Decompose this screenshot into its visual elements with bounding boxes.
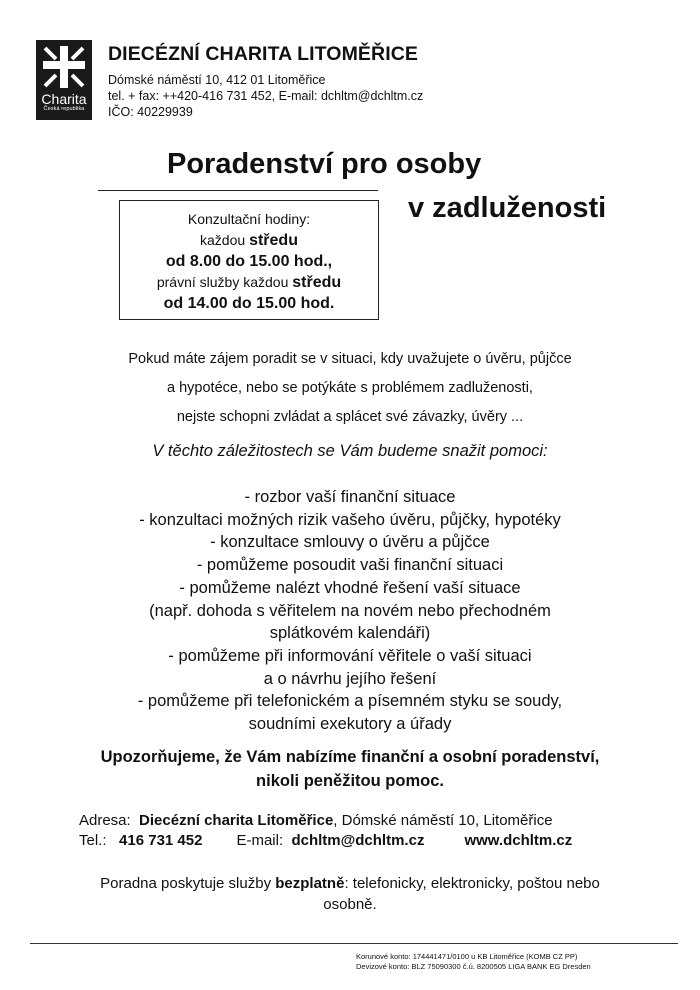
intro-line: nejste schopni zvládat a splácet své závazky, úvěry ...: [176, 409, 524, 425]
list-item: - pomůžeme při telefonickém a písemném styku se soudy,: [137, 692, 563, 711]
help-heading: V těchto záležitostech se Vám budeme snažit pomoci:: [152, 442, 548, 460]
list-item: - pomůžeme posoudit vaši finanční situaci: [196, 556, 504, 575]
hours-day-prefix: každou: [200, 232, 250, 248]
free-prefix: Poradna poskytuje služby: [100, 875, 276, 892]
services-list: [0, 486, 700, 736]
list-item: - pomůžeme při informování věřitele o vaší situaci: [168, 646, 532, 665]
free-bold: bezplatně: [275, 875, 345, 892]
free-line-1: [0, 873, 700, 894]
charita-cross-icon: [41, 44, 87, 90]
legal-day-prefix: právní služby každou: [156, 274, 293, 290]
legal-day: [120, 272, 378, 293]
warning-line: nikoli peněžitou pomoc.: [256, 772, 444, 790]
page-title-line1: Poradenství pro osoby: [167, 148, 482, 180]
intro-line: Pokud máte zájem poradit se v situaci, kdy uvažujete o úvěru, půjčce: [128, 351, 572, 367]
legal-day-bold: středu: [292, 274, 342, 291]
list-item: splátkovém kalendáři): [269, 624, 431, 643]
website-link[interactable]: www.dchltm.cz: [464, 832, 573, 849]
title-divider: [98, 190, 378, 191]
tel-label: Tel.:: [79, 832, 107, 849]
free-service-note: [0, 873, 700, 915]
list-item: - rozbor vaší finanční situace: [244, 488, 456, 506]
logo-brand: Charita: [41, 91, 87, 107]
warning-notice: [0, 745, 700, 793]
footer-divider: [30, 943, 678, 944]
address-label: Adresa:: [79, 812, 131, 829]
list-item: (např. dohoda s věřitelem na novém nebo přechodném: [149, 601, 551, 620]
email-link[interactable]: dchltm@dchltm.cz: [291, 832, 425, 849]
legal-time: od 14.00 do 15.00 hod.: [163, 295, 335, 312]
list-item: - pomůžeme nalézt vhodné řešení vaší situace: [179, 578, 521, 597]
logo-subtitle: Česká republika: [43, 106, 85, 112]
email-label: E-mail:: [236, 832, 284, 849]
free-suffix: : telefonicky, elektronicky, poštou nebo: [344, 875, 600, 892]
intro-line: a hypotéce, nebo se potýkáte s problémem zadluženosti,: [167, 380, 533, 396]
hours-time: od 8.00 do 15.00 hod.,: [165, 253, 333, 270]
hours-heading: Konzultační hodiny:: [187, 211, 311, 227]
header-contact: tel. + fax: ++420-416 731 452, E-mail: dchltm@dchltm.cz: [108, 89, 424, 103]
bank-account-czk: Korunové konto: 174441471/0100 u KB Litoměřice (KOMB CZ PP): [356, 952, 578, 961]
hours-day-bold: středu: [249, 232, 298, 249]
list-item: soudními exekutory a úřady: [248, 715, 452, 734]
organization-name: DIECÉZNÍ CHARITA LITOMĚŘICE: [108, 43, 419, 65]
consultation-hours-box: [119, 200, 379, 320]
tel-number: 416 731 452: [119, 832, 203, 849]
contact-address: [79, 812, 553, 829]
intro-paragraph: [0, 345, 700, 432]
list-item: - konzultaci možných rizik vašeho úvěru, půjčky, hypotéky: [139, 510, 561, 529]
bank-account-foreign: Devizové konto: BLZ 75090300 č.ú. 8200505 LIGA BANK EG Dresden: [356, 962, 591, 971]
page-title-line2: v zadluženosti: [408, 192, 607, 224]
address-rest: , Dómské náměstí 10, Litoměřice: [333, 812, 553, 829]
header-ico: IČO: 40229939: [108, 105, 193, 119]
free-line-2: osobně.: [323, 896, 377, 913]
contact-details: [79, 832, 572, 849]
header-address: Dómské náměstí 10, 412 01 Litoměřice: [108, 73, 326, 87]
list-item: a o návrhu jejího řešení: [263, 669, 437, 688]
warning-line: Upozorňujeme, že Vám nabízíme finanční a osobní poradenství,: [100, 748, 600, 766]
address-name: Diecézní charita Litoměřice: [139, 812, 334, 829]
charita-logo: [36, 40, 92, 120]
hours-day: [120, 230, 378, 251]
list-item: - konzultace smlouvy o úvěru a půjčce: [210, 533, 490, 552]
